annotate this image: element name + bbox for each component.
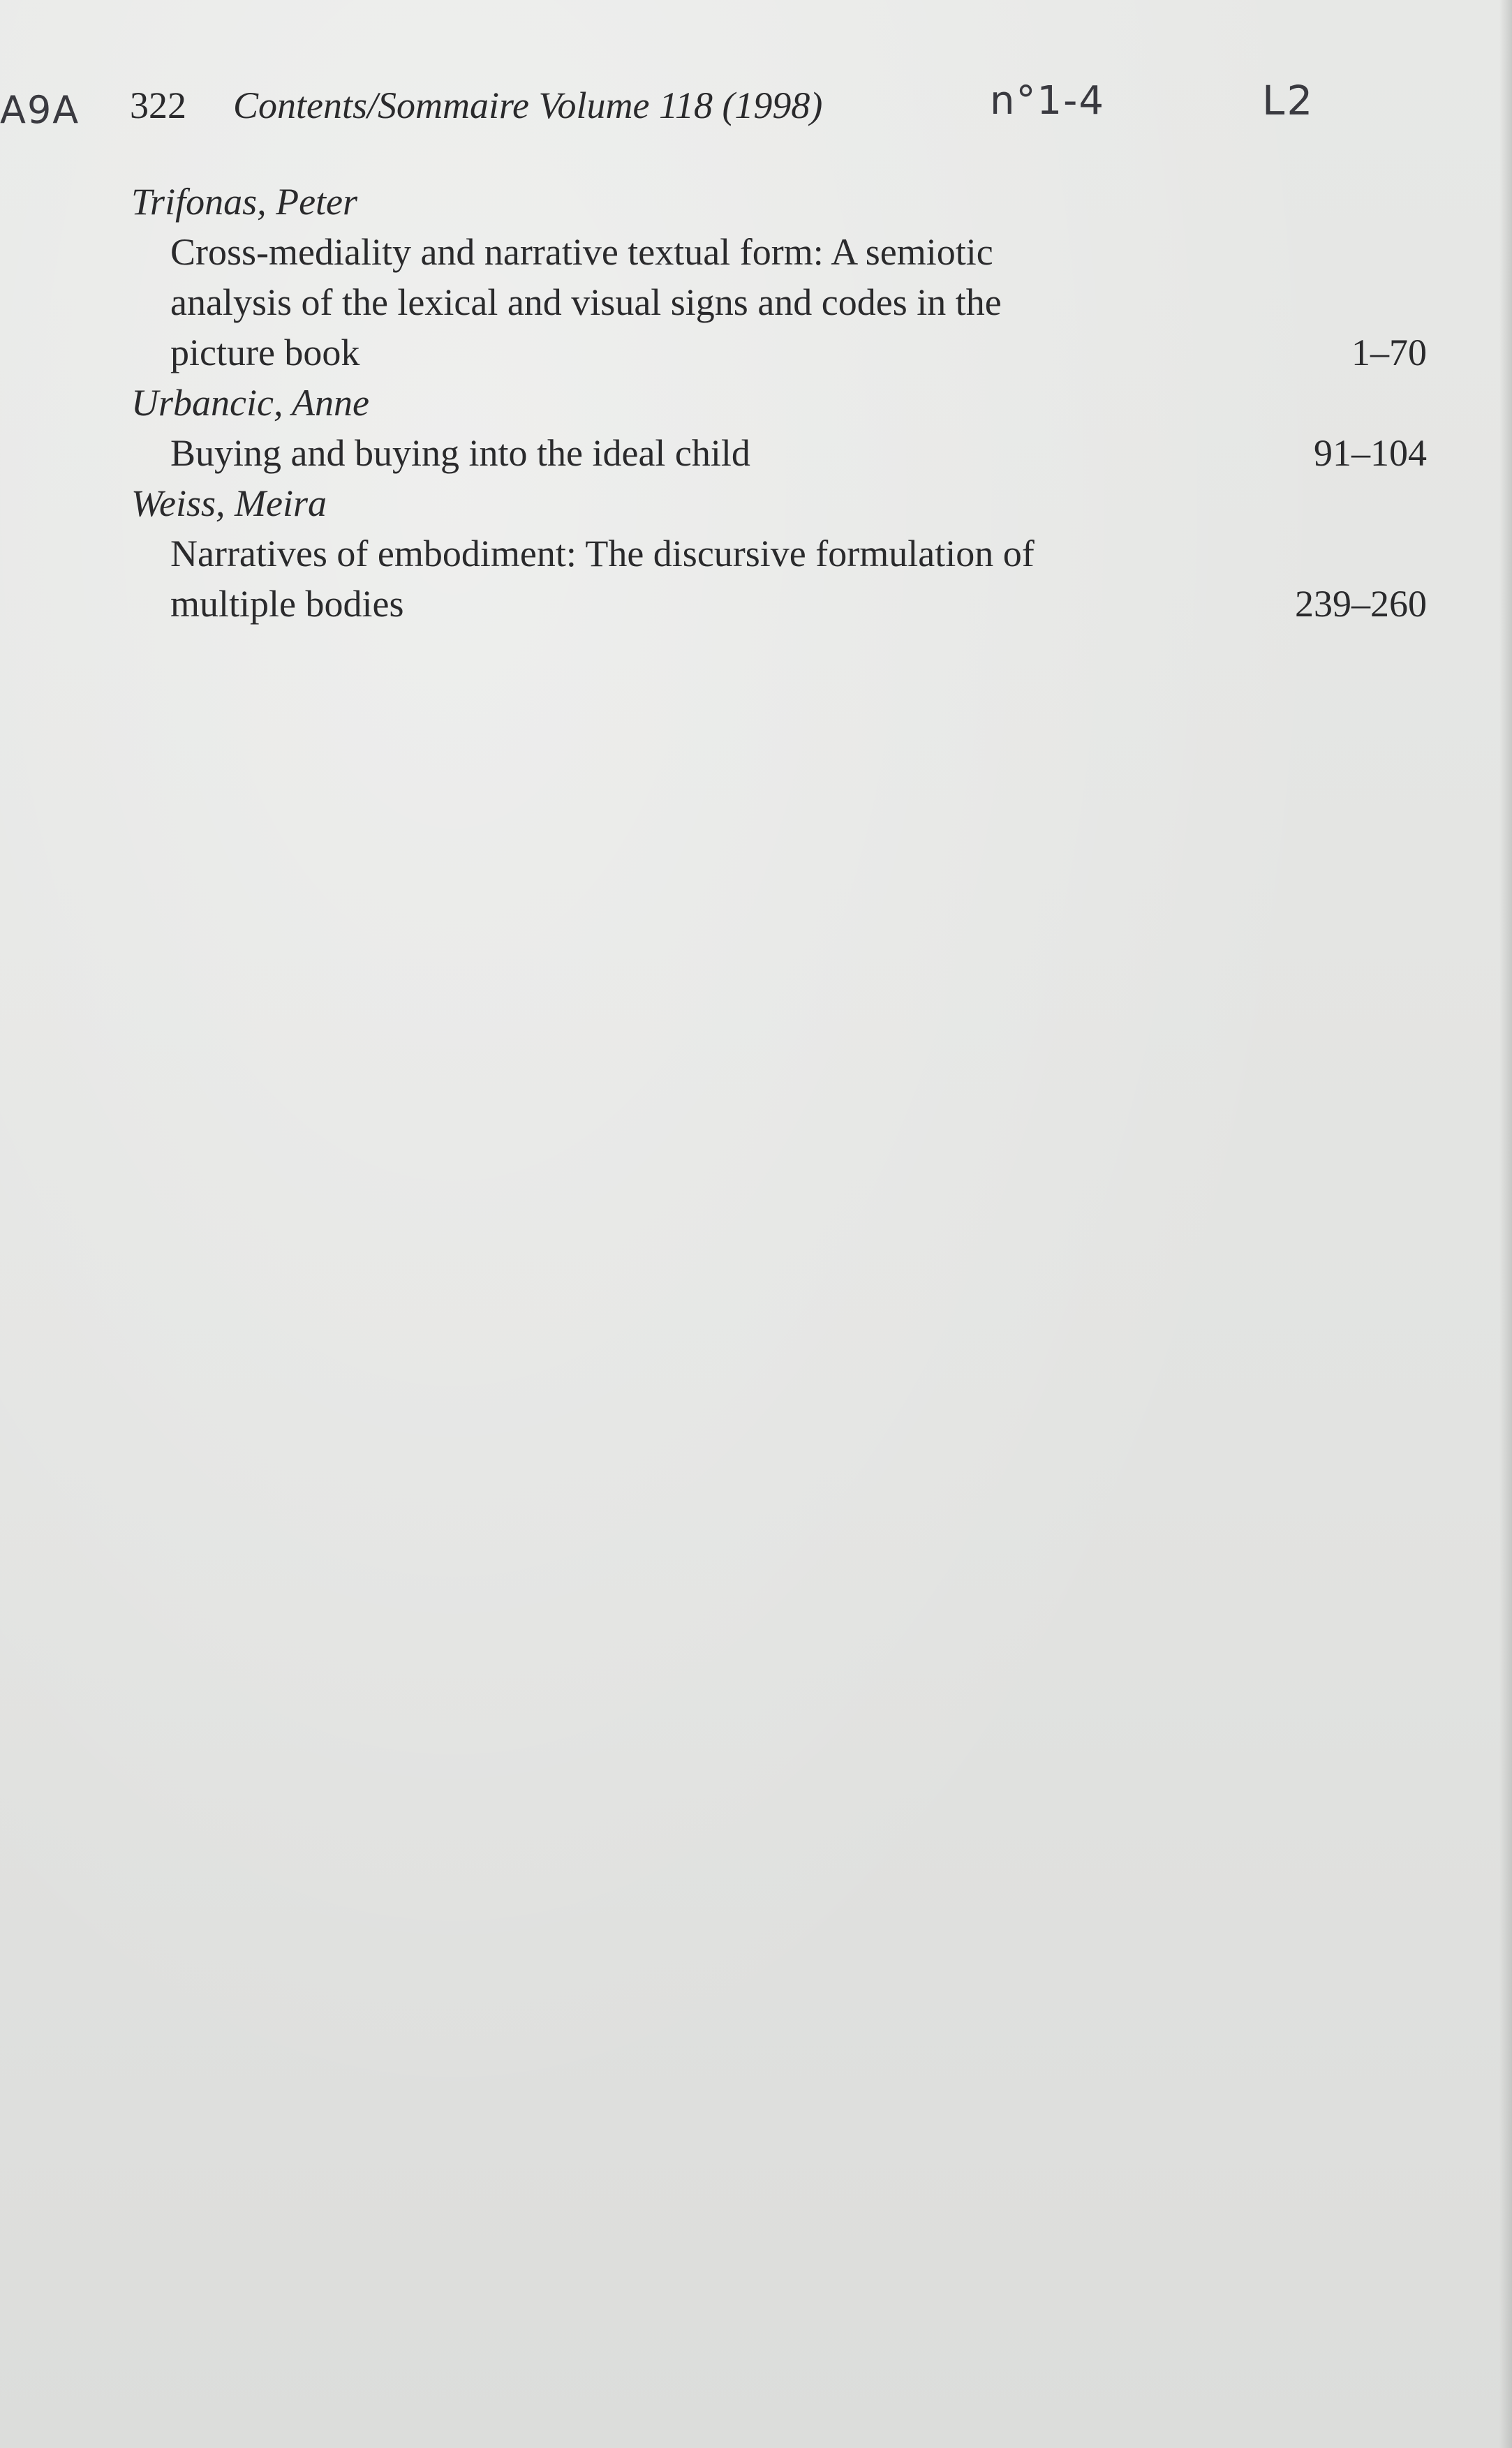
- entry-author: Urbancic, Anne: [131, 382, 369, 424]
- page-header: [0, 77, 1512, 140]
- entry-title-line: analysis of the lexical and visual signs and codes in the: [170, 281, 1002, 323]
- entry-author: Weiss, Meira: [131, 482, 327, 524]
- entry-pages: 91–104: [1314, 432, 1427, 474]
- entry-title-line: Buying and buying into the ideal child: [170, 432, 750, 474]
- entry-title-line: picture book: [170, 332, 360, 373]
- handwritten-annotation-right: L2: [1262, 77, 1315, 124]
- entry-author: Trifonas, Peter: [131, 181, 358, 223]
- entry-title-line: Narratives of embodiment: The discursive formulation of: [170, 533, 1035, 574]
- entry-title-line: multiple bodies: [170, 583, 404, 625]
- page-edge-shadow: [1499, 0, 1512, 2448]
- running-title: Contents/Sommaire Volume 118 (1998): [233, 84, 823, 126]
- entry-pages: 1–70: [1351, 332, 1427, 373]
- handwritten-annotation-left: A9A: [0, 88, 80, 132]
- handwritten-annotation-issue: n°1-4: [990, 78, 1105, 124]
- entry-pages: 239–260: [1295, 583, 1427, 625]
- entry-title-line: Cross-mediality and narrative textual form: A semiotic: [170, 231, 993, 273]
- page-number: 322: [130, 84, 186, 126]
